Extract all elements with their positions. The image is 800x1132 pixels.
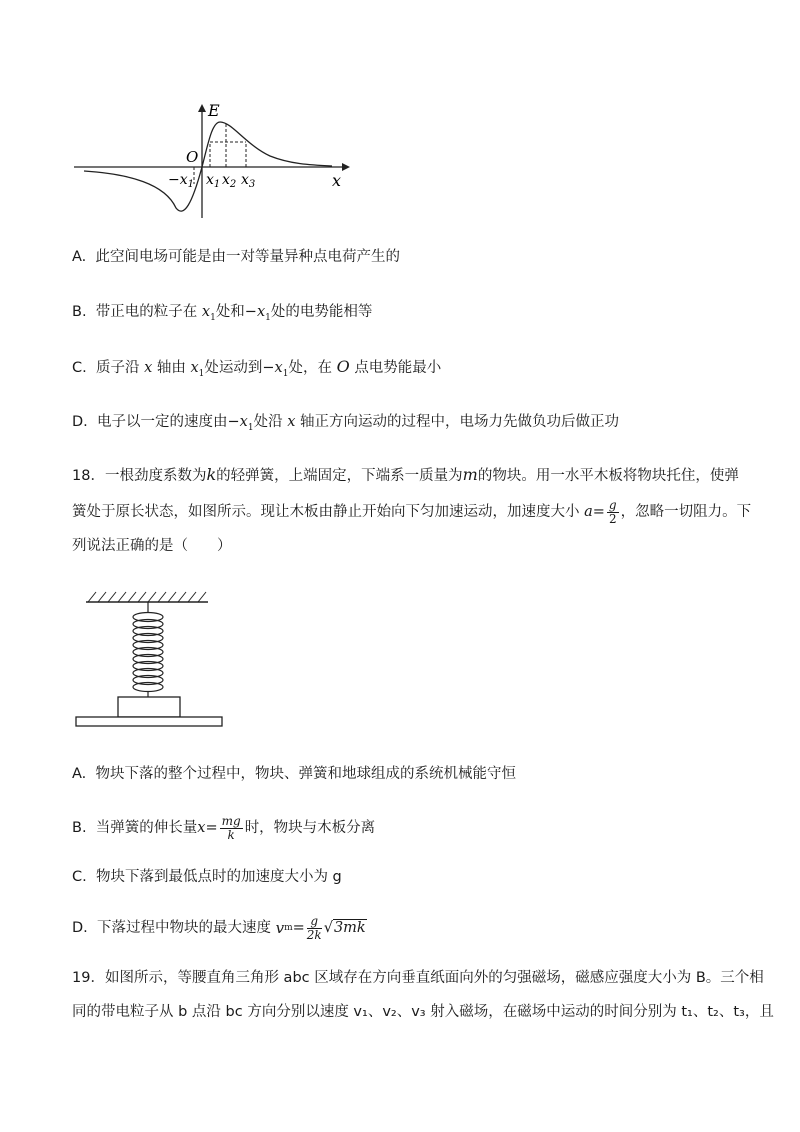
q18-stem-line-2 [72,492,751,532]
tick-x1: $x_1$ [206,172,221,190]
var-o: O [336,357,350,376]
sub-1: 1 [265,312,271,323]
sub-1: 1 [210,312,216,323]
var-x: x [256,304,266,320]
q18-stem-line-3 [72,536,232,556]
equals: = [592,504,605,520]
y-axis-arrow [198,104,206,112]
equals: = [205,820,218,836]
sub-m: m [284,923,293,933]
option-label: A. [72,249,87,265]
stem-text: 一根劲度系数为 [104,468,207,484]
option-label: D. [72,920,88,936]
spring [133,602,163,697]
fraction-denominator: 2k [306,927,322,942]
option-label: B. [72,820,87,836]
q19-stem-line-1 [72,968,764,988]
stem-text: ，忽略一切阻力。下 [620,504,752,520]
q17-option-a [72,247,400,267]
fraction-mg-over-k [220,815,243,842]
fraction-denominator: k [227,827,235,842]
option-label: A. [72,766,87,782]
stem-text: 列说法正确的是（ ） [72,538,232,554]
option-label: D. [72,414,88,430]
axis-label-e: E [208,101,220,120]
option-text-1: 电子以一定的速度由− [97,414,240,430]
board [76,717,222,726]
option-text-2: 处沿 [253,414,283,430]
origin-label: O [186,148,199,166]
q18-option-a [72,764,516,784]
option-text-4: 处，在 [288,360,332,376]
var-k: k [206,465,217,484]
fraction-numerator: g [307,915,322,929]
stem-text: 簧处于原长状态，如图所示。现让木板由静止开始向下匀加速运动，加速度大小 [72,504,580,520]
var-x: x [201,304,211,320]
q18-option-b [72,808,375,848]
option-text: 物块下落到最低点时的加速度大小为 g [95,869,342,885]
q19-stem-line-2 [72,1002,774,1022]
option-text-1: 带正电的粒子在 [95,304,198,320]
tick-x3: $x_3$ [241,172,256,190]
option-text-5: 点电势能最小 [354,360,442,376]
fraction-g-over-2k [307,915,322,942]
option-text-1: 当弹簧的伸长量 [95,820,198,836]
e-x-graph [70,100,350,220]
var-m: m [462,465,478,484]
option-text: 此空间电场可能是由一对等量异种点电荷产生的 [95,249,400,265]
fraction-numerator: mg [221,813,241,828]
question-number: 18． [72,468,105,484]
option-text-2: 轴由 [156,360,186,376]
var-v: v [275,919,285,937]
option-text-2: 时，物块与木板分离 [244,820,376,836]
stem-text: 同的带电粒子从 b 点沿 bc 方向分别以速度 v₁、v₂、v₃ 射入磁场，在磁场中运动的时间分别为 t₁、t₂、t₃，且 [72,1004,774,1020]
stem-text: 的物块。用一水平木板将物块托住，使弹 [477,468,739,484]
fraction-g-over-2 [607,499,619,526]
stem-text: 的轻弹簧，上端固定，下端系一质量为 [216,468,463,484]
var-a: a [584,504,593,520]
x-axis-arrow [342,163,350,171]
axis-label-x: x [332,171,342,190]
q17-option-d [72,412,619,438]
q18-option-d [72,908,367,948]
q17-option-b [72,302,372,328]
option-text-1: 下落过程中物块的最大速度 [97,920,271,936]
tick-x2: $x_2$ [222,172,237,190]
tick-neg-x1: $-x_1$ [168,172,195,190]
q17-option-c [72,357,441,384]
option-label: C. [72,360,87,376]
fraction-denominator: 2 [608,511,617,526]
option-text-3: 处的电势能相等 [270,304,373,320]
var-x: x [197,820,206,836]
option-text-2: 处和− [215,304,257,320]
option-text-3: 轴正方向运动的过程中，电场力先做负功后做正功 [299,414,619,430]
radicand: 3mk [333,920,366,936]
ceiling-hatching [88,592,206,602]
sqrt-3mk: √3mk [323,920,366,936]
var-x: x [144,360,153,376]
question-number: 19． [72,970,105,986]
option-label: B. [72,304,87,320]
q18-option-c [72,867,342,887]
var-x: x [239,414,248,430]
option-label: C. [72,869,87,885]
equals: = [292,920,305,936]
stem-text: 如图所示，等腰直角三角形 abc 区域存在方向垂直纸面向外的匀强磁场，磁感应强度大小为 B。三个相 [104,970,764,986]
sub-1: 1 [282,368,289,379]
var-x: x [190,360,199,376]
option-text: 物块下落的整个过程中，物块、弹簧和地球组成的系统机械能守恒 [95,766,516,782]
fraction-numerator: g [608,497,617,512]
q18-stem-line-1 [72,465,739,486]
sub-1: 1 [247,422,254,433]
block [118,697,180,717]
option-text-1: 质子沿 [95,360,140,376]
var-x: x [287,414,296,430]
option-text-3: 处运动到− [204,360,275,376]
spring-figure [72,585,232,730]
var-x: x [274,360,283,376]
sub-1: 1 [198,368,205,379]
